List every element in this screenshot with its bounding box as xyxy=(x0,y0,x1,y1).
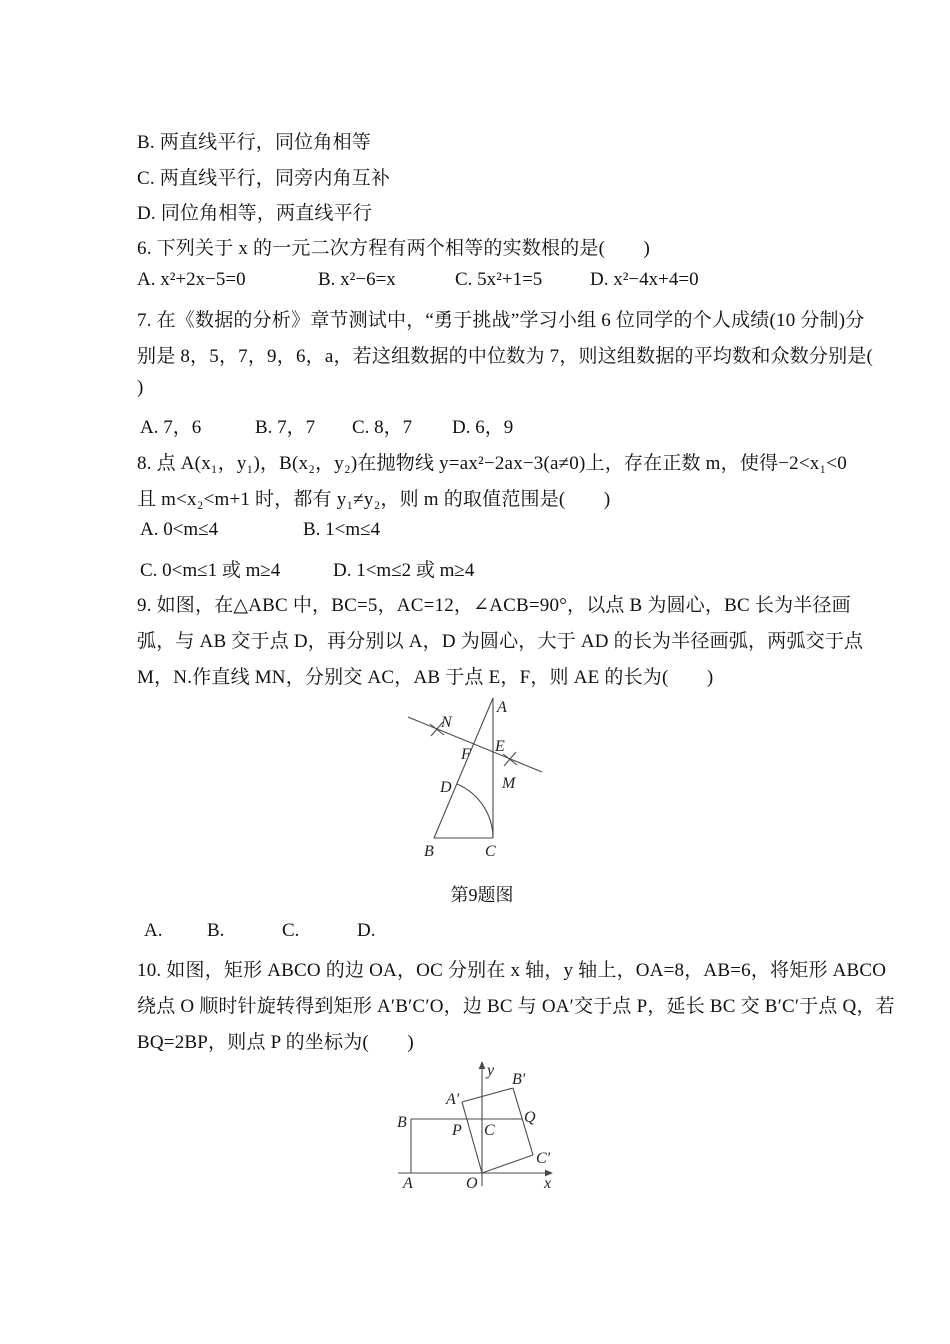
q10-stem-line1: 10. 如图，矩形 ABCO 的边 OA，OC 分别在 x 轴，y 轴上，OA=8，AB=6，将矩形 ABCO xyxy=(137,960,887,981)
figure-q9-caption: 第9题图 xyxy=(450,885,514,905)
point-label-b: B xyxy=(424,843,434,860)
q9-option-c: C. xyxy=(282,920,300,941)
q10-stem-line2: 绕点 O 顺时针旋转得到矩形 A′B′C′O，边 BC 与 OA′交于点 P，延长 BC 交 B′C′于点 Q，若 xyxy=(137,996,895,1017)
point-label-b: B xyxy=(397,1114,407,1131)
figure-q9-triangle-construction xyxy=(400,688,560,866)
q5-option-d: D. 同位角相等，两直线平行 xyxy=(137,203,373,224)
point-label-q: Q xyxy=(524,1109,536,1126)
q6-option-d: D. x²−4x+4=0 xyxy=(590,269,699,290)
point-label-f: F xyxy=(461,746,471,763)
q9-option-a: A. xyxy=(144,920,163,941)
q6-stem: 6. 下列关于 x 的一元二次方程有两个相等的实数根的是( ) xyxy=(137,238,651,259)
point-label-p: P xyxy=(452,1122,462,1139)
q6-option-b: B. x²−6=x xyxy=(318,269,396,290)
q10-stem-line3: BQ=2BP，则点 P 的坐标为( ) xyxy=(137,1032,414,1053)
q5-option-b: B. 两直线平行，同位角相等 xyxy=(137,132,371,153)
line-mn xyxy=(408,717,542,772)
axis-label-x: x xyxy=(544,1175,552,1192)
q8-stem-line2: 且 m<x₂<m+1 时，都有 y₁≠y₂，则 m 的取值范围是( ) xyxy=(137,489,611,510)
q7-option-a: A. 7，6 xyxy=(140,417,202,438)
q9-stem-line2: 弧，与 AB 交于点 D，再分别以 A，D 为圆心，大于 AD 的长为半径画弧，两弧交于点 xyxy=(137,631,864,652)
compass-arc-bd xyxy=(457,784,493,838)
q6-option-a: A. x²+2x−5=0 xyxy=(137,269,246,290)
q5-option-c: C. 两直线平行，同旁内角互补 xyxy=(137,168,391,189)
q8-option-c: C. 0<m≤1 或 m≥4 xyxy=(140,560,281,581)
axis-label-y: y xyxy=(487,1062,495,1079)
q8-option-b: B. 1<m≤4 xyxy=(303,519,381,540)
point-label-c-prime: C′ xyxy=(536,1150,551,1167)
point-label-d: D xyxy=(440,779,452,796)
point-label-e: E xyxy=(495,738,505,755)
figure-q10-rotated-rectangle xyxy=(390,1056,565,1196)
point-label-a-prime: A′ xyxy=(446,1091,460,1108)
q8-stem-line1: 8. 点 A(x₁，y₁)，B(x₂，y₂)在抛物线 y=ax²−2ax−3(a≠0)上，存在正数 m，使得−2<x₁<0 xyxy=(137,453,847,474)
q8-option-d: D. 1<m≤2 或 m≥4 xyxy=(333,560,475,581)
rotated-rectangle-a1b1c1o xyxy=(462,1088,533,1173)
point-label-o: O xyxy=(466,1175,478,1192)
point-label-c: C xyxy=(485,843,496,860)
compass-cross-m xyxy=(503,752,517,766)
q7-option-d: D. 6，9 xyxy=(452,417,514,438)
point-label-b-prime: B′ xyxy=(512,1071,526,1088)
point-label-n: N xyxy=(441,714,452,731)
q8-option-a: A. 0<m≤4 xyxy=(140,519,219,540)
q7-stem-line2: 别是 8，5，7，9，6，a，若这组数据的中位数为 7，则这组数据的平均数和众数分别是( xyxy=(137,346,874,367)
q7-stem-line3: ) xyxy=(137,377,144,398)
point-label-a: A xyxy=(403,1175,413,1192)
q9-option-b: B. xyxy=(207,920,225,941)
q7-option-c: C. 8，7 xyxy=(352,417,413,438)
point-label-a: A xyxy=(497,699,507,716)
point-label-c: C xyxy=(484,1122,495,1139)
q9-stem-line3: M，N.作直线 MN，分别交 AC，AB 于点 E，F，则 AE 的长为( ) xyxy=(137,667,714,688)
q6-option-c: C. 5x²+1=5 xyxy=(455,269,543,290)
q7-option-b: B. 7，7 xyxy=(255,417,316,438)
q9-option-d: D. xyxy=(357,920,376,941)
q7-stem-line1: 7. 在《数据的分析》章节测试中，“勇于挑战”学习小组 6 位同学的个人成绩(10 分制)分 xyxy=(137,310,865,331)
point-label-m: M xyxy=(502,775,516,792)
q9-stem-line1: 9. 如图，在△ABC 中，BC=5，AC=12，∠ACB=90°，以点 B 为圆心，BC 长为半径画 xyxy=(137,595,851,616)
